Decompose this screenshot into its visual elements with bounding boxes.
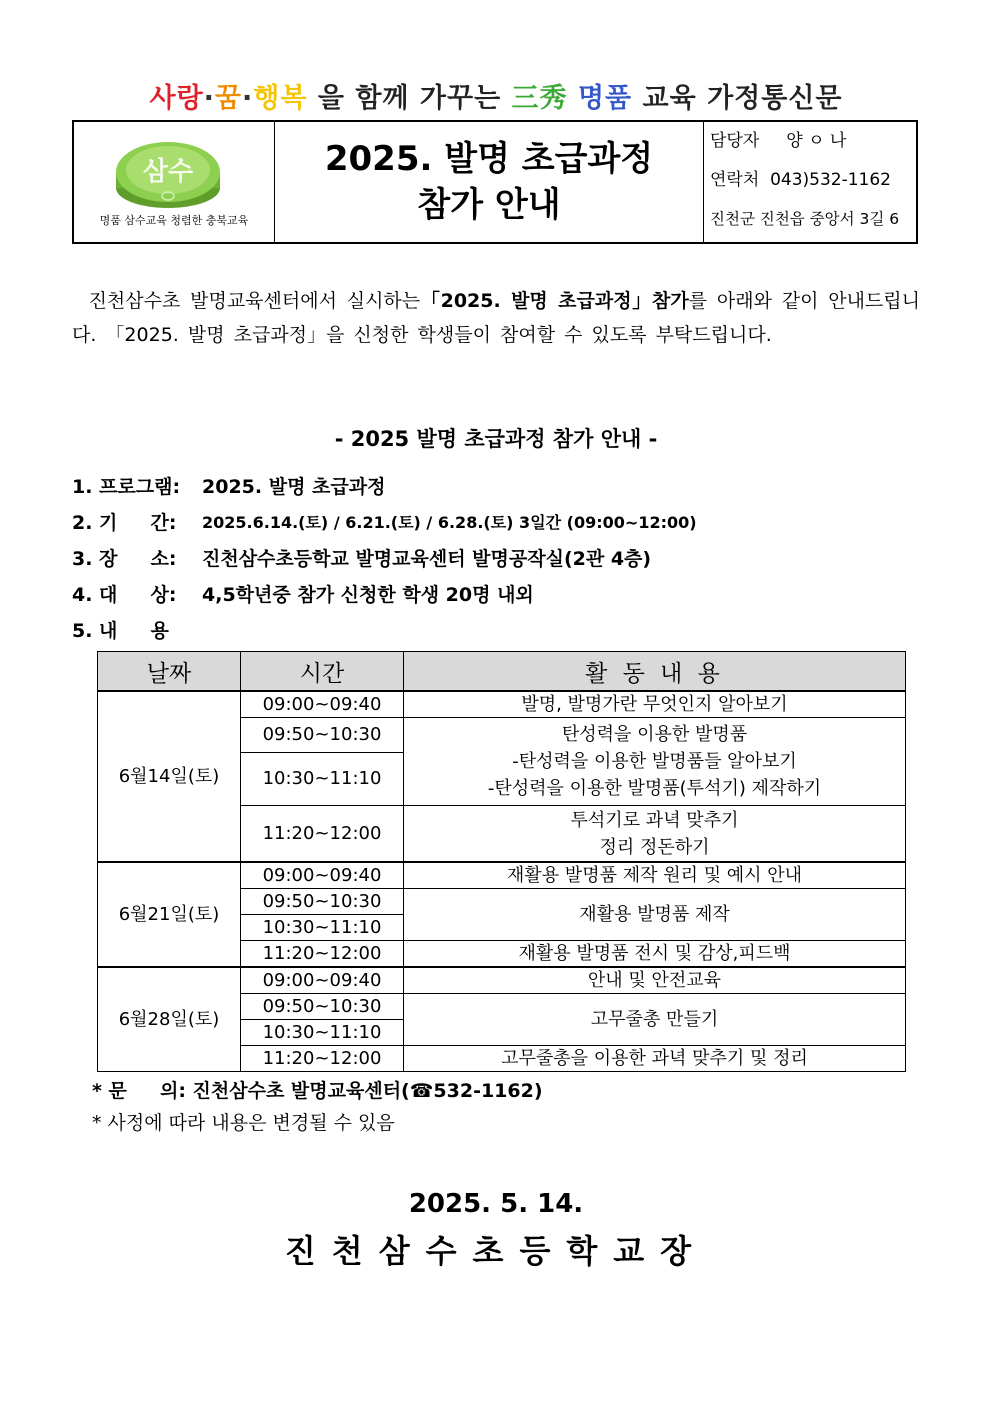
activity-cell: [404, 1046, 906, 1072]
info-label: 3. 장 소:: [72, 548, 177, 570]
time-cell: 10:30~11:10: [241, 1020, 404, 1046]
info-value: 진천삼수초등학교 발명교육센터 발명공작실(2관 4층): [202, 548, 652, 570]
header-date: 날짜: [98, 652, 241, 692]
activity-line: -탄성력을 이용한 발명품(투석기) 제작하기: [487, 778, 822, 799]
time-cell: 10:30~11:10: [241, 753, 404, 806]
activity-line: 발명, 발명가란 무엇인지 알아보기: [521, 693, 788, 715]
info-item: [72, 616, 932, 652]
day-date-cell: 6월28일(토): [98, 967, 241, 1072]
activity-cell: [404, 691, 906, 718]
intro-part-1: 진천삼수초 발명교육센터에서 실시하는: [72, 290, 421, 312]
activity-line: 고무줄총을 이용한 과녁 맞추기 및 정리: [501, 1047, 808, 1069]
activity-line: 고무줄총 만들기: [590, 1008, 719, 1030]
table-row: [98, 862, 906, 889]
activity-line: 투석기로 과녁 맞추기: [570, 809, 739, 831]
slogan-part: 교육 가정통신문: [632, 83, 843, 114]
table-header-row: [98, 652, 906, 692]
notes: [92, 1076, 543, 1140]
time-cell: 11:20~12:00: [241, 1046, 404, 1072]
info-label: 1. 프로그램:: [72, 476, 181, 498]
info-item: [72, 508, 932, 544]
logo-caption: 명품 삼수교육 청렴한 충북교육: [99, 214, 249, 227]
slogan-part: [568, 83, 578, 114]
info-item: [72, 544, 932, 580]
table-row: [98, 691, 906, 718]
samsu-coin-logo-icon: [112, 136, 224, 212]
header-time: 시간: [241, 652, 404, 692]
time-cell: 09:00~09:40: [241, 691, 404, 718]
title-line-2: 참가 안내: [417, 185, 561, 225]
info-list: [72, 472, 932, 652]
principal-signature: 진천삼수초등학교장: [284, 1232, 708, 1270]
activity-cell: [404, 806, 906, 863]
time-cell: 09:50~10:30: [241, 718, 404, 753]
info-value: 4,5학년중 참가 신청한 학생 20명 내외: [202, 584, 534, 606]
slogan-part: 을 함께 가꾸는: [307, 83, 512, 114]
time-cell: 11:20~12:00: [241, 941, 404, 968]
slogan-part: 사랑: [149, 83, 204, 114]
activity-line: 탄성력을 이용한 발명품: [561, 724, 748, 745]
info-label: 4. 대 상:: [72, 584, 177, 606]
activity-cell: [404, 718, 906, 806]
header-activity: 활 동 내 용: [404, 652, 906, 692]
time-cell: 09:50~10:30: [241, 889, 404, 915]
info-value: 2025. 발명 초급과정: [202, 476, 386, 498]
info-value: 2025.6.14.(토) / 6.21.(토) / 6.28.(토) 3일간 (09:00~12:00): [202, 513, 697, 532]
schedule-table: [97, 651, 906, 1072]
time-cell: 09:50~10:30: [241, 994, 404, 1020]
school-logo-area: [74, 122, 275, 242]
activity-line: 정리 정돈하기: [599, 836, 710, 858]
time-cell: 10:30~11:10: [241, 915, 404, 941]
title-line-1: 2025. 발명 초급과정: [324, 139, 654, 179]
activity-line: 재활용 발명품 제작: [579, 903, 730, 925]
slogan-part: 명품: [577, 83, 633, 114]
slogan-part: 꿈: [214, 83, 243, 114]
day-date-cell: 6월14일(토): [98, 691, 241, 862]
issue-date: 2025. 5. 14.: [408, 1189, 584, 1219]
time-cell: 09:00~09:40: [241, 862, 404, 889]
activity-cell: [404, 862, 906, 889]
change-note: * 사정에 따라 내용은 변경될 수 있음: [92, 1112, 395, 1134]
contact-address: 진천군 진천읍 중앙서 3길 6: [710, 210, 900, 228]
day-date-cell: 6월21일(토): [98, 862, 241, 967]
slogan-part: 행복: [253, 83, 308, 114]
slogan-part: 三秀: [511, 83, 568, 114]
contact-phone: 연락처 043)532-1162: [710, 170, 891, 190]
contact-info: [704, 122, 916, 242]
section-title: - 2025 발명 초급과정 참가 안내 -: [334, 427, 658, 451]
activity-cell: [404, 889, 906, 941]
activity-line: -탄성력을 이용한 발명품들 알아보기: [512, 751, 797, 772]
slogan-part: ·: [203, 83, 215, 114]
info-label: 2. 기 간:: [72, 512, 177, 534]
info-item: [72, 472, 932, 508]
activity-line: 재활용 발명품 전시 및 감상,피드백: [518, 942, 791, 964]
contact-person: 담당자 양 ㅇ 나: [710, 131, 847, 151]
activity-line: 재활용 발명품 제작 원리 및 예시 안내: [506, 864, 803, 886]
table-row: [98, 967, 906, 994]
intro-part-2: 「2025. 발명 초급과정」참가: [420, 290, 689, 312]
time-cell: 09:00~09:40: [241, 967, 404, 994]
slogan-banner: [0, 76, 992, 115]
slogan-part: ·: [242, 83, 254, 114]
intro-paragraph: [72, 284, 920, 352]
time-cell: 11:20~12:00: [241, 806, 404, 863]
info-label: 5. 내 용: [72, 620, 169, 642]
activity-cell: [404, 994, 906, 1046]
activity-line: 안내 및 안전교육: [587, 969, 722, 991]
info-item: [72, 580, 932, 616]
inquiry-note: * 문 의: 진천삼수초 발명교육센터(☎532-1162): [92, 1080, 543, 1102]
activity-cell: [404, 967, 906, 994]
letter-header: [72, 120, 918, 244]
activity-cell: [404, 941, 906, 968]
intro-part-3: 를 아래와 같이 안내드립니다. 「2025. 발명 초급과정」을 신청한 학생들이 참여할 수 있도록 부탁드립니다.: [72, 290, 920, 346]
document-title: [275, 122, 704, 242]
logo-text: 삼수: [142, 157, 194, 187]
